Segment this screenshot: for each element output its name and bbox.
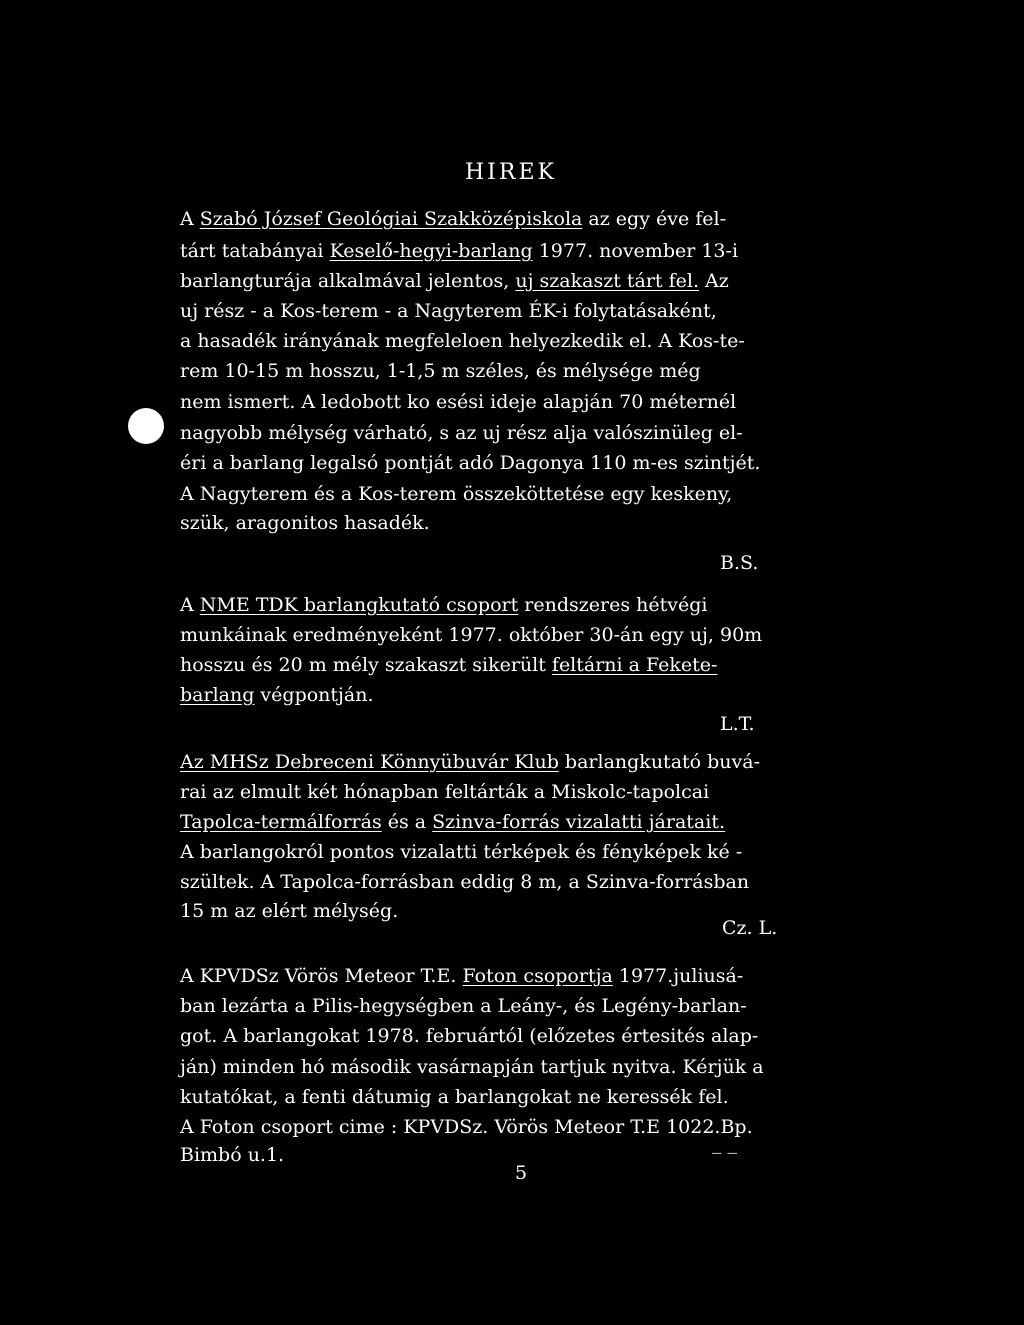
p3-line-3: Tapolca-termálforrás és a Szinva-forrás vizalatti járatait. (180, 811, 726, 833)
p4-line-4: ján) minden hó második vasárnapján tartjuk nyitva. Kérjük a (180, 1056, 764, 1078)
signature-czl: Cz. L. (722, 917, 778, 939)
p1-line-7: nem ismert. A ledobott ko esési ideje alapján 70 méternél (180, 391, 737, 413)
p4-line-1: A KPVDSz Vörös Meteor T.E. Foton csoportja 1977.juliusá- (180, 965, 744, 987)
signature-dashes: _ _ (712, 1132, 738, 1154)
p1-line-3: barlangturája alkalmával jelentos, uj szakaszt tárt fel. Az (180, 270, 729, 292)
p1-line-4: uj rész - a Kos-terem - a Nagyterem ÉK-i folytatásaként, (180, 300, 717, 322)
p3-line-6: 15 m az elért mélység. (180, 900, 399, 922)
p3-line-2: rai az elmult két hónapban feltárták a Miskolc-tapolcai (180, 781, 710, 803)
p3-line-5: szültek. A Tapolca-forrásban eddig 8 m, a Szinva-forrásban (180, 871, 750, 893)
p1-line-9: éri a barlang legalsó pontját adó Dagonya 110 m-es szintjét. (180, 452, 761, 474)
page-title: HIREK (465, 160, 557, 185)
p2-line-4: barlang végpontján. (180, 684, 374, 706)
p1-line-8: nagyobb mélység várható, s az uj rész alja valószinüleg el- (180, 422, 743, 444)
p1-line-11: szük, aragonitos hasadék. (180, 512, 430, 534)
p4-line-3: got. A barlangokat 1978. februártól (előzetes értesités alap- (180, 1025, 759, 1047)
p1-line-10: A Nagyterem és a Kos-terem összeköttetése egy keskeny, (180, 483, 733, 505)
punch-hole (128, 408, 164, 444)
p1-line-5: a hasadék irányának megfeleloen helyezkedik el. A Kos-te- (180, 330, 745, 352)
p4-line-7: Bimbó u.1. (180, 1144, 285, 1166)
p1-line-1: A Szabó József Geológiai Szakközépiskola az egy éve fel- (180, 208, 727, 230)
p3-line-1: Az MHSz Debreceni Könnyübuvár Klub barlangkutató buvá- (180, 751, 761, 773)
p4-line-6: A Foton csoport cime : KPVDSz. Vörös Meteor T.E 1022.Bp. (180, 1116, 753, 1138)
signature-bs: B.S. (720, 552, 759, 574)
signature-lt: L.T. (720, 713, 755, 735)
p2-line-2: munkáinak eredményeként 1977. október 30-án egy uj, 90m (180, 624, 763, 646)
p1-line-2: tárt tatabányai Keselő-hegyi-barlang 1977. november 13-i (180, 240, 739, 262)
p4-line-5: kutatókat, a fenti dátumig a barlangokat ne keressék fel. (180, 1086, 729, 1108)
p4-line-2: ban lezárta a Pilis-hegységben a Leány-, és Legény-barlan- (180, 995, 747, 1017)
p2-line-3: hosszu és 20 m mély szakaszt sikerült feltárni a Fekete- (180, 654, 718, 676)
p3-line-4: A barlangokról pontos vizalatti térképek és fényképek ké - (180, 841, 743, 863)
page-number: 5 (515, 1162, 528, 1184)
p2-line-1: A NME TDK barlangkutató csoport rendszeres hétvégi (180, 594, 708, 616)
p1-line-6: rem 10-15 m hosszu, 1-1,5 m széles, és mélysége még (180, 360, 701, 382)
